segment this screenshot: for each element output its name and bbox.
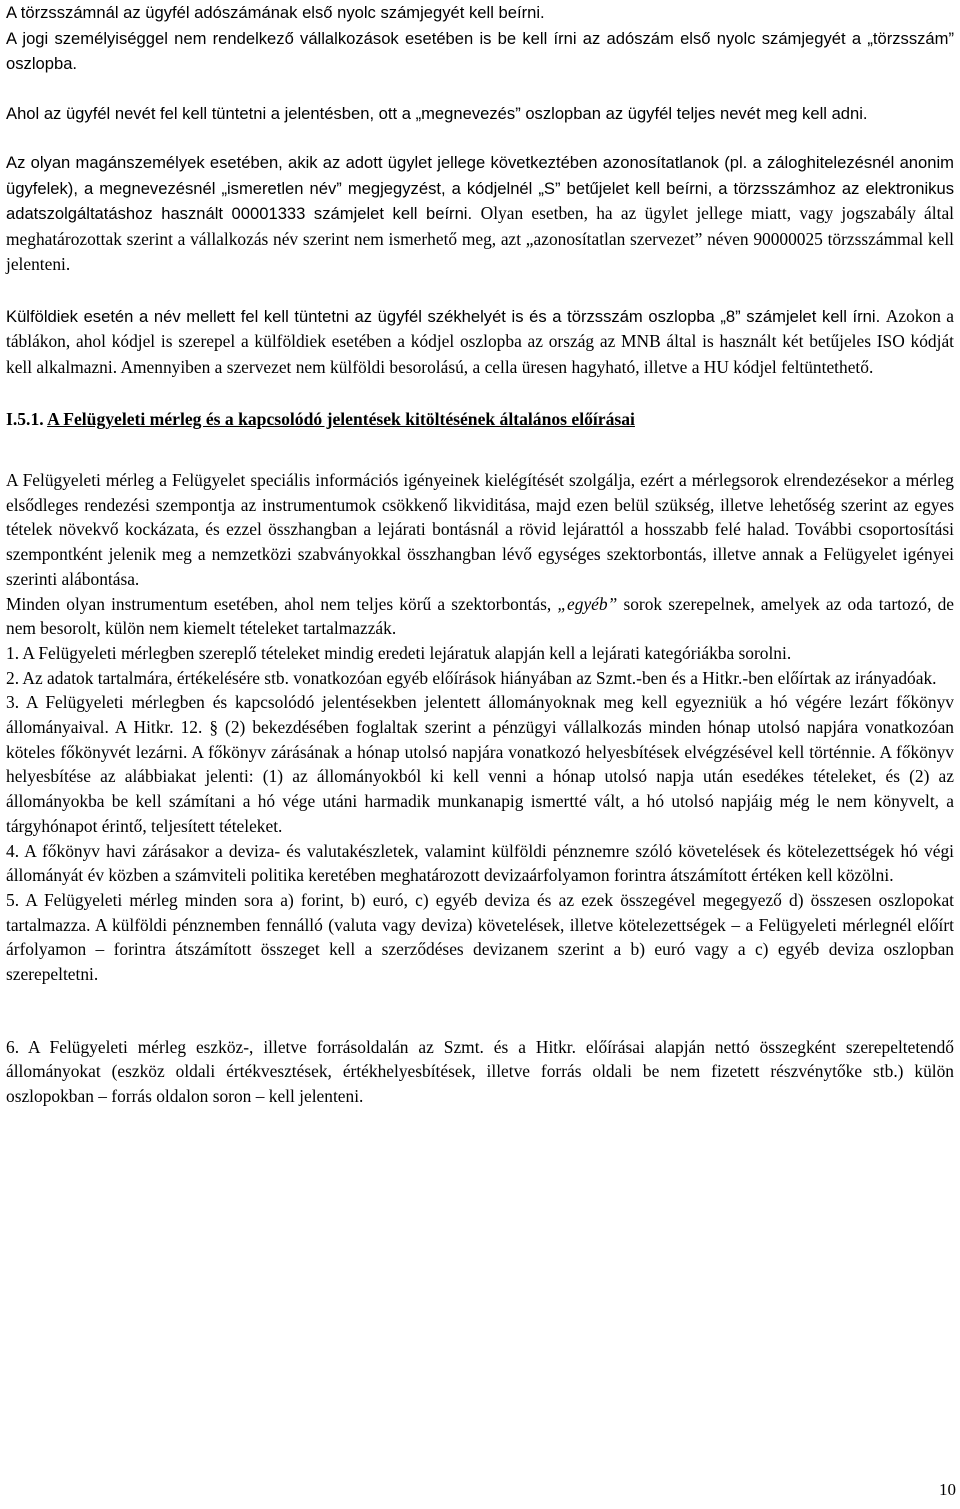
other-rows-emphasis: „egyéb” (557, 593, 618, 614)
list-item-2: 2. Az adatok tartalmára, értékelésére stb. vonatkozóan egyéb előírások hiányában az Szmt.-ben és a Hitkr.-ben előírtak az irányadóak. (6, 667, 937, 688)
other-rows-text-before: Minden olyan instrumentum esetében, ahol nem teljes körű a szektorbontás, (6, 593, 558, 614)
document-page (6, 0, 954, 1109)
intro-paragraph-3 (6, 150, 954, 278)
unidentified-organization-text: Olyan esetben, ha az ügylet jellege miatt, vagy jogszabály által meghatározottak szerint a vállalkozás név szerint nem ismerhető meg, azt „azonosítatlan szervezet” néven 90000025 törzsszámmal kell jelenteni. (6, 203, 954, 274)
intro-paragraph-2: Ahol az ügyfél nevét fel kell tüntetni a jelentésben, ott a „megnevezés” oszlopban az ügyfél teljes nevét meg kell adni. (6, 103, 868, 123)
intro-line-2: A jogi személyiséggel nem rendelkező vállalkozások esetében is be kell írni az adószám első nyolc számjegyét a „törzsszám” oszlopba. (6, 28, 954, 73)
section-heading (6, 406, 954, 432)
intro-paragraph-1 (6, 0, 954, 77)
list-item-6: 6. A Felügyeleti mérleg eszköz-, illetve forrásoldalán az Szmt. és a Hitkr. előírásai alapján nettó összegként szerepeltetendő állományokat (eszköz oldali értékvesztések, értékhelyesbítések, illetve forrás oldali be nem fizetett részvénytőke stb.) külön oszlopokban – forrás oldalon soron – kell jelenteni. (6, 1036, 954, 1107)
country-code-text: Azokon a táblákon, ahol kódjel is szerepel a külföldiek esetében a kódjel oszlopba az ország az MNB által is használt két betűjeles ISO kódját kell alkalmazni. Amennyiben a szervezet nem külföldi besorolású, a cella üresen hagyható, illetve a HU kódjel feltüntethető. (6, 305, 954, 377)
section-title: A Felügyeleti mérleg és a kapcsolódó jelentések kitöltésének általános előírásai (47, 409, 635, 429)
foreign-clients-text: Külföldiek esetén a név mellett fel kell tüntetni az ügyfél székhelyét is és a törzsszám oszlopba „8” számjelet kell írni. (6, 306, 881, 326)
intro-paragraph-4 (6, 304, 954, 381)
list-item-3: 3. A Felügyeleti mérlegben és kapcsolódó jelentésekben jelentett állományoknak meg kell egyezniük a hó végére lezárt főkönyv állományaival. A Hitkr. 12. § (2) bekezdésében foglaltak szerint a pénzügyi vállalkozás minden hónap utolsó napjára vonatkozóan köteles főkönyvét lezárni. A főkönyv zárásának a hónap utolsó napjára vonatkozó helyesbítések elvégzésével kell történnie. A főkönyv helyesbítése az alábbiakat jelenti: (1) az állományokból ki kell venni a hónap utolsó napja után esedékes tételeket, és (2) az állományokba be kell számítani a hó vége utáni harmadik munkanapig ismertté vált, a hó utolsó napjáig még le nem könyvelt, a tárgyhónapot érintő, teljesített tételeket. (6, 692, 954, 836)
section-number: I.5.1. (6, 409, 44, 429)
intro-line-1: A törzsszámnál az ügyfél adószámának első nyolc számjegyét kell beírni. (6, 3, 545, 22)
other-rows-text-after: sorok szerepelnek, amelyek az oda tartozó, de nem besorolt, külön nem kiemelt tételeket tartalmazzák. (6, 593, 955, 639)
list-item-5: 5. A Felügyeleti mérleg minden sora a) forint, b) euró, c) egyéb deviza és az ezek összegével megegyező d) összesen oszlopokat tartalmazza. A külföldi pénznemben fennálló (valuta vagy deviza) követelések, illetve kötelezettségek – a Felügyeleti mérlegnél előírt árfolyamon – forintra átszámított összeget kell a szerződéses devizanem szerint a b) euró vagy a c) egyéb deviza oszlopban szerepeltetni. (6, 889, 954, 985)
list-item-1: 1. A Felügyeleti mérlegben szereplő tételeket mindig eredeti lejáratuk alapján kell a lejárati kategóriákba sorolni. (6, 642, 792, 663)
body-paragraph-2 (6, 592, 954, 641)
list-item-4: 4. A főkönyv havi zárásakor a deviza- és valutakészletek, valamint külföldi pénznemre szóló követelések és kötelezettségek hó végi állományát év közben a számviteli politika keretében meghatározott devizaárfolyamon forintra átszámított értéken kell közölni. (6, 840, 954, 886)
page-number: 10 (939, 1480, 956, 1499)
body-paragraph-1: A Felügyeleti mérleg a Felügyelet speciális információs igényeinek kielégítését szolgálja, ezért a mérlegsorok elrendezésekor a mérleg elsődleges rendezési szempontja az instrumentumok csökkenő likviditása, majd ezen belül szükség, illetve lehetőség szerint az egyes tételek növekvő kockázata, és ezzel összhangban a lejárati bontásnál a rövid lejárattól a hosszabb felé halad. További csoportosítási szempontként jelenik meg a nemzetközi szabványokkal összhangban lévő egységes szektorbontás, illetve annak a Felügyelet igényei szerinti alábontása. (6, 470, 954, 589)
anonymous-clients-text: Az olyan magánszemélyek esetében, akik az adott ügylet jellege következtében azonosítatlanok (pl. a záloghitelezésnél anonim ügyfelek), a megnevezésnél „ismeretlen név” megjegyzést, a kódjelnél „S” betűjelet kell beírni, a törzsszámhoz az elektronikus adatszolgáltatáshoz használt 00001333 számjelet kell beírni. (6, 153, 954, 223)
